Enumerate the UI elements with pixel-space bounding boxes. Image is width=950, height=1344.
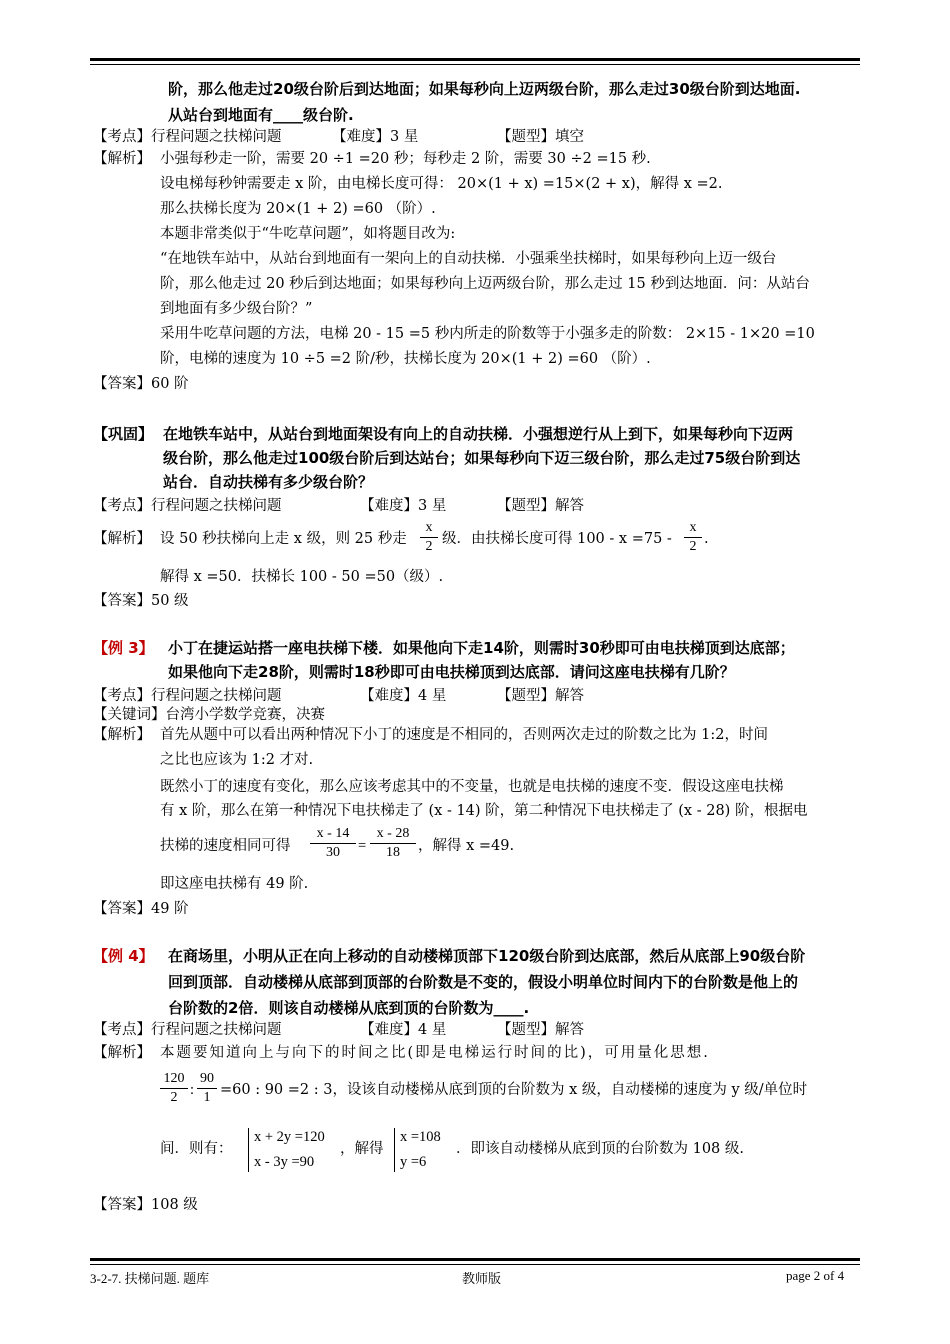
ex4-line3: 台阶数的2倍．则该自动楼梯从底到顶的台阶数为____. [168, 999, 530, 1017]
gonggu-jiexi-l1a: 设 50 秒扶梯向上走 x 级，则 25 秒走 [160, 531, 407, 547]
q2-jiexi-l7: 到地面有多少级台阶？” [160, 301, 313, 317]
gonggu-jiexi-l2: 解得 x =50．扶梯长 100 - 50 =50（级）. [160, 569, 444, 585]
answer-label: 【答案】 [93, 593, 151, 609]
q2-text-line2: 从站台到地面有____级台阶. [168, 106, 354, 124]
ex3-jiexi-l3: 既然小丁的速度有变化，那么应该考虑其中的不变量，也就是电扶梯的速度不变．假设这座电扶梯 [160, 779, 784, 795]
frac-num: 120 [160, 1070, 188, 1089]
sys1-row2: x - 3y =90 [254, 1154, 315, 1170]
kaodian-value: 行程问题之扶梯问题 [151, 688, 282, 704]
ex3-line2: 如果他向下走28阶，则需时18秒即可由电扶梯顶到达底部．请问这座电扶梯有几阶？ [168, 663, 735, 681]
kaodian-label: 【考点】 [93, 1022, 151, 1038]
ex3-frac2 [370, 825, 416, 862]
answer-value: 49 阶 [151, 901, 189, 917]
q2-jiexi-l2: 设电梯每秒钟需要走 x 阶，由电梯长度可得： 20×(1 + x) =15×(2 + x)，解得 x =2. [160, 176, 723, 192]
gonggu-frac2 [684, 519, 702, 556]
answer-label: 【答案】 [93, 901, 151, 917]
ex4-tag: 【例 4】 [93, 947, 154, 965]
answer-label: 【答案】 [93, 1197, 151, 1213]
gonggu-line2: 级台阶，那么他走过100级台阶后到达站台；如果每秒向下迈三级台阶，那么走过75级台阶到达 [163, 449, 801, 467]
nandu-label: 【难度】 [360, 498, 418, 514]
footer-center: 教师版 [462, 1271, 502, 1286]
ex4-tixing [497, 1020, 584, 1040]
footer-left: 3-2-7. 扶梯问题. 题库 [90, 1271, 210, 1286]
ex3-jiexi-l4: 有 x 阶，那么在第一种情况下电扶梯走了 (x - 14) 阶，第二种情况下电扶梯走了 (x - 28) 阶，根据电 [160, 803, 808, 819]
ex4-nandu [360, 1020, 446, 1040]
q2-nandu [332, 127, 418, 147]
footer-rule-thin [90, 1264, 860, 1265]
q2-jiexi-l6: 阶，那么他走过 20 秒后到达地面；如果每秒向上迈两级台阶，那么走过 15 秒到达地面．问：从站台 [160, 276, 810, 292]
nandu-label: 【难度】 [360, 688, 418, 704]
tixing-label: 【题型】 [497, 129, 555, 145]
ex4-jiexi-l1: 本题要知道向上与向下的时间之比(即是电梯运行时间的比)，可用量化思想. [160, 1045, 710, 1061]
ex4-jiexi-label: 【解析】 [93, 1045, 151, 1061]
tixing-label: 【题型】 [497, 1022, 555, 1038]
footer-page-number: page 2 of 4 [786, 1268, 845, 1283]
q2-text-line1: 阶，那么他走过20级台阶后到达地面；如果每秒向上迈两级台阶，那么走过30级台阶到达地面. [168, 80, 801, 98]
gonggu-nandu [360, 496, 446, 516]
kaodian-label: 【考点】 [93, 688, 151, 704]
frac-den: 30 [326, 845, 340, 860]
gonggu-tag: 【巩固】 [93, 425, 154, 443]
ex3-jiexi-label: 【解析】 [93, 727, 151, 743]
gonggu-jiexi-l1c: . [704, 531, 709, 547]
tixing-label: 【题型】 [497, 498, 555, 514]
q2-answer [93, 374, 189, 394]
ex3-tag: 【例 3】 [93, 639, 154, 657]
gonggu-kaodian [93, 496, 282, 516]
q2-jiexi-l5: “在地铁车站中，从站台到地面有一架向上的自动扶梯．小强乘坐扶梯时，如果每秒向上迈一级台 [160, 251, 777, 267]
ex4-colon: : [190, 1082, 195, 1098]
sys2-row1: x =108 [400, 1129, 441, 1145]
frac-den: 1 [203, 1090, 211, 1105]
answer-value: 60 阶 [151, 376, 189, 392]
tixing-value: 填空 [555, 129, 584, 145]
gonggu-answer [93, 591, 189, 611]
ex3-eq: = [358, 838, 367, 854]
nandu-value: 4 星 [418, 1022, 447, 1038]
ex3-jiexi-l2: 之比也应该为 1:2 才对. [160, 752, 314, 768]
sys1-row1: x + 2y =120 [254, 1129, 325, 1145]
q2-jiexi-l1: 小强每秒走一阶，需要 20 ÷1 =20 秒；每秒走 2 阶，需要 30 ÷2 =15 秒. [160, 151, 651, 167]
ex4-jiexi-l3a: 间．则有： [160, 1141, 233, 1157]
ex3-jiexi-l5a: 扶梯的速度相同可得 [160, 838, 291, 854]
ex3-nandu [360, 686, 446, 706]
kaodian-label: 【考点】 [93, 498, 151, 514]
ex4-line2: 回到顶部．自动楼梯从底部到顶部的台阶数是不变的，假设小明单位时间内下的台阶数是他上的 [168, 973, 799, 991]
ex4-answer [93, 1195, 198, 1215]
kaodian-value: 行程问题之扶梯问题 [151, 1022, 282, 1038]
gonggu-frac1 [420, 519, 438, 556]
frac-den: 2 [170, 1090, 178, 1105]
ex3-jiexi-l5b: ，解得 x =49. [418, 838, 515, 854]
nandu-label: 【难度】 [332, 129, 390, 145]
ex4-jiexi-l3b: ，解得 [340, 1141, 384, 1157]
answer-value: 108 级 [151, 1197, 198, 1213]
gonggu-line1: 在地铁车站中，从站台到地面架设有向上的自动扶梯．小强想逆行从上到下，如果每秒向下迈两 [163, 425, 794, 443]
frac-num: x - 14 [310, 825, 356, 844]
sys2-row2: y =6 [400, 1154, 427, 1170]
frac-num: 90 [197, 1070, 217, 1089]
nandu-label: 【难度】 [360, 1022, 418, 1038]
tixing-value: 解答 [555, 1022, 584, 1038]
answer-value: 50 级 [151, 593, 189, 609]
tixing-value: 解答 [555, 688, 584, 704]
ex3-line1: 小丁在捷运站搭一座电扶梯下楼．如果他向下走14阶，则需时30秒即可由电扶梯顶到达底部； [168, 639, 795, 657]
frac-den: 2 [689, 539, 697, 554]
frac-num: x [684, 519, 702, 538]
ex3-tixing [497, 686, 584, 706]
ex4-jiexi-l2: =60 : 90 =2 : 3，设该自动楼梯从底到顶的台阶数为 x 级，自动楼梯的速度为 y 级/单位时 [220, 1082, 808, 1098]
keyword-label: 【关键词】 [93, 707, 166, 723]
nandu-value: 3 星 [390, 129, 419, 145]
system-brace-1 [248, 1128, 249, 1172]
tixing-label: 【题型】 [497, 688, 555, 704]
frac-num: x - 28 [370, 825, 416, 844]
q2-jiexi-l3: 那么扶梯长度为 20×(1 + 2) =60 （阶）. [160, 201, 436, 217]
q2-tixing [497, 127, 584, 147]
tixing-value: 解答 [555, 498, 584, 514]
kaodian-value: 行程问题之扶梯问题 [151, 129, 282, 145]
ex4-line1: 在商场里，小明从正在向上移动的自动楼梯顶部下120级台阶到达底部，然后从底部上90级台阶 [168, 947, 806, 965]
q2-jiexi-l9: 阶，电梯的速度为 10 ÷5 =2 阶/秒，扶梯长度为 20×(1 + 2) =60 （阶）. [160, 351, 651, 367]
ex3-answer [93, 899, 189, 919]
q2-meta-row [93, 127, 282, 147]
ex4-kaodian [93, 1020, 282, 1040]
q2-jiexi-l8: 采用牛吃草问题的方法，电梯 20 - 15 =5 秒内所走的阶数等于小强多走的阶数： 2×15 - 1×20 =10 [160, 326, 815, 342]
q2-jiexi-l4: 本题非常类似于“牛吃草问题”，如将题目改为: [160, 226, 456, 242]
frac-den: 18 [386, 845, 400, 860]
keyword-value: 台湾小学数学竞赛，决赛 [165, 707, 325, 723]
gonggu-jiexi-l1b: 级．由扶梯长度可得 100 - x =75 - [442, 531, 672, 547]
frac-den: 2 [425, 539, 433, 554]
gonggu-tixing [497, 496, 584, 516]
gonggu-line3: 站台．自动扶梯有多少级台阶？ [163, 473, 374, 491]
nandu-value: 4 星 [418, 688, 447, 704]
ex4-frac2 [197, 1070, 217, 1107]
ex3-kaodian [93, 686, 282, 706]
gonggu-jiexi-label: 【解析】 [93, 531, 151, 547]
ex3-jiexi-l1: 首先从题中可以看出两种情况下小丁的速度是不相同的，否则两次走过的阶数之比为 1:2，时间 [160, 727, 768, 743]
ex3-keyword [93, 705, 325, 725]
ex4-frac1 [160, 1070, 188, 1107]
footer-rule [90, 1258, 860, 1261]
header-rule [90, 58, 860, 61]
nandu-value: 3 星 [418, 498, 447, 514]
header-rule-thin [90, 64, 860, 65]
answer-label: 【答案】 [93, 376, 151, 392]
frac-num: x [420, 519, 438, 538]
kaodian-label: 【考点】 [93, 129, 151, 145]
system-brace-2 [394, 1128, 395, 1172]
ex4-jiexi-l3c: ．即该自动楼梯从底到顶的台阶数为 108 级. [456, 1141, 745, 1157]
q2-jiexi-label: 【解析】 [93, 151, 151, 167]
ex3-jiexi-l6: 即这座电扶梯有 49 阶. [160, 876, 309, 892]
ex3-frac1 [310, 825, 356, 862]
kaodian-value: 行程问题之扶梯问题 [151, 498, 282, 514]
